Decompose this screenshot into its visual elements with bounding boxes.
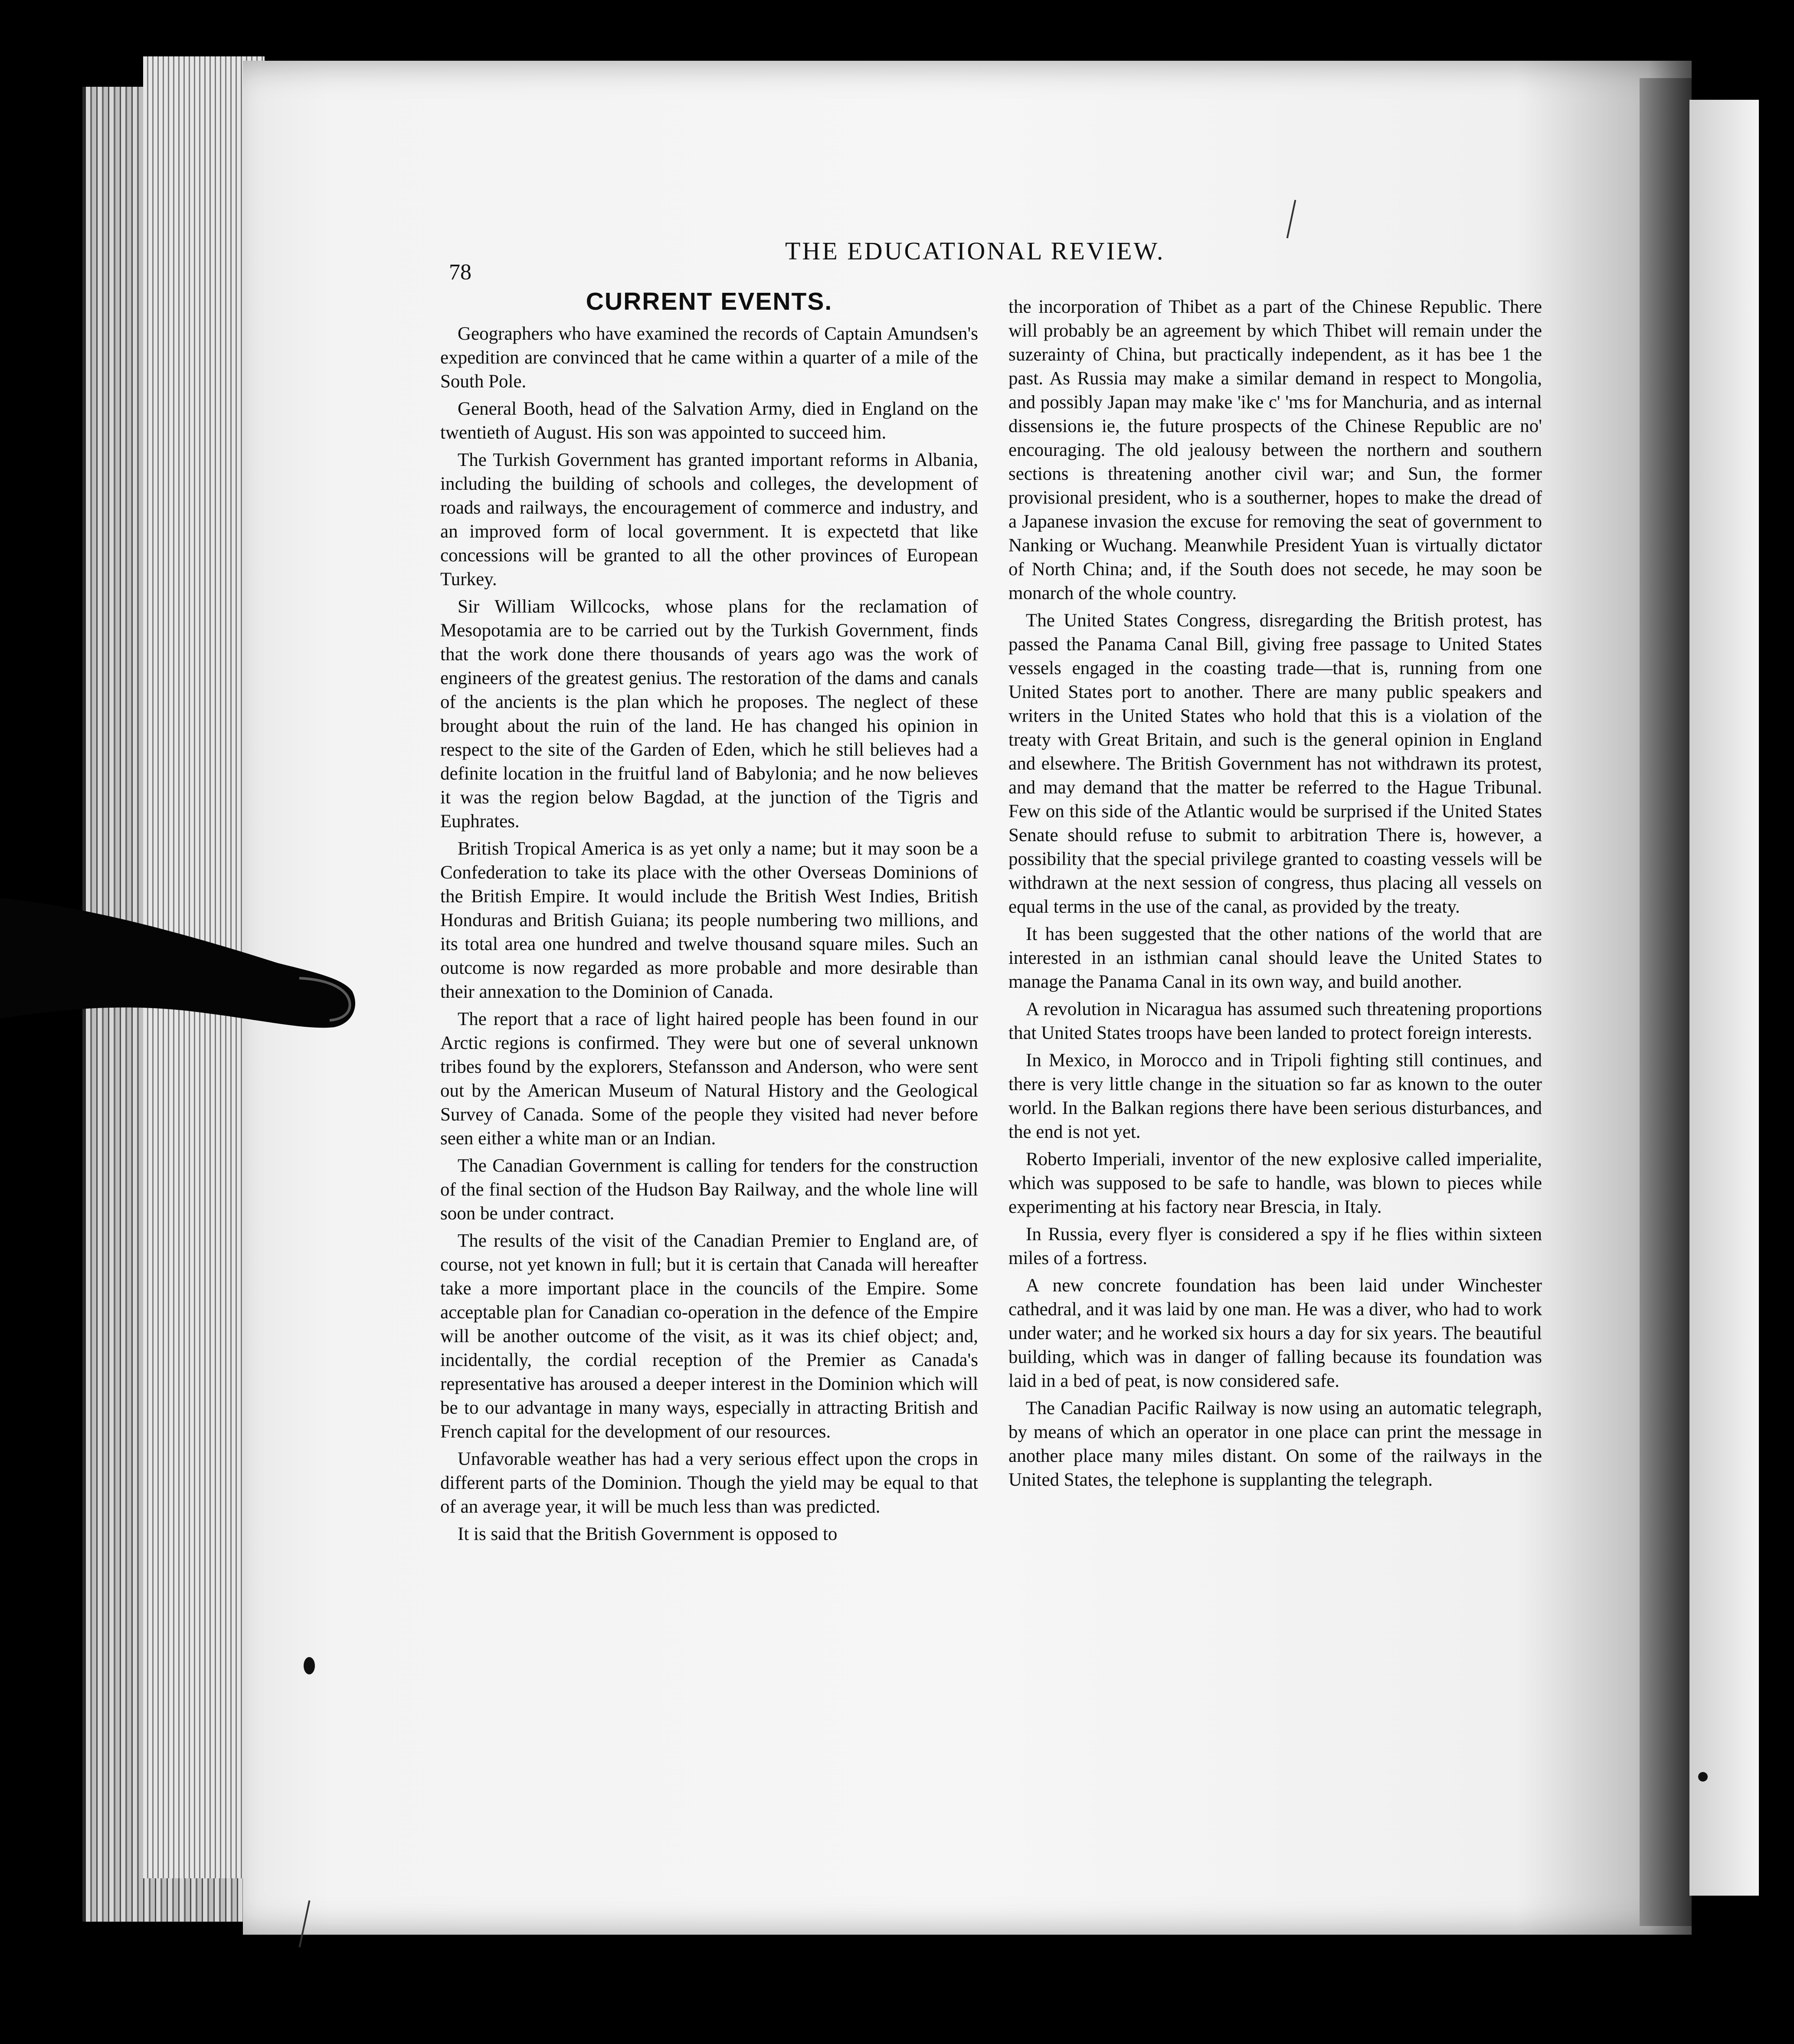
paragraph: In Russia, every flyer is considered a spy if he flies within sixteen miles of a fortress.	[1008, 1224, 1542, 1268]
left-column	[440, 286, 978, 1546]
paragraph-continuation: the incorporation of Thibet as a part of the Chinese Republic. There will probably be an agreement by which Thibet will remain under the suzerainty of China, but practically independent, as it has bee 1 the past. As Russia may make a similar demand in respect to Mongolia, and possibly Japan may make 'ike c' 'ms for Manchuria, and as internal dissensions ie, the future prospects of the Chinese Republic are no' encouraging. The old jealousy between the northern and southern sections is threatening another civil war; and Sun, the former provisional president, who is a southerner, hopes to make the dread of a Japanese invasion the excuse for removing the seat of government to Nanking or Wuchang. Meanwhile President Yuan is virtually dictator of North China; and, if the South does not secede, he may soon be monarch of the whole country.	[1008, 297, 1542, 603]
paragraph: The results of the visit of the Canadian Premier to England are, of course, not yet known in full; but it is certain that Canada will hereafter take a more important place in the councils of the Empire. Some acceptable plan for Canadian co-operation in the defence of the Empire will be another outcome of the visit, as it was its chief object; and, incidentally, the cordial reception of the Premier as Canada's representative has aroused a deeper interest in the Dominion which will be to our advantage in many ways, especially in attracting British and French capital for the development of our resources.	[440, 1231, 978, 1442]
paragraph: Roberto Imperiali, inventor of the new explosive called imperialite, which was supposed to be safe to handle, was blown to pieces while experimenting at his factory near Brescia, in Italy.	[1008, 1149, 1542, 1217]
paragraph: The report that a race of light haired people has been found in our Arctic regions is confirmed. They were but one of several unknown tribes found by the explorers, Stefansson and Anderson, who were sent out by the American Museum of Natural History and the Geological Survey of Canada. Some of the people they visited had never before seen either a white man or an Indian.	[440, 1009, 978, 1149]
scan-blemish	[1698, 1772, 1708, 1782]
facing-page-edge	[1689, 100, 1759, 1896]
paragraph: A revolution in Nicaragua has assumed such threatening proportions that United States troops have been landed to protect foreign interests.	[1008, 999, 1542, 1043]
paragraph: The Canadian Government is calling for tenders for the construction of the final section of the Hudson Bay Railway, and the whole line will soon be under contract.	[440, 1156, 978, 1224]
paragraph: British Tropical America is as yet only a name; but it may soon be a Confederation to take its place with the other Overseas Dominions of the British Empire. It would include the British West Indies, British Honduras and British Guiana; its people numbering two millions, and its total area one hundred and twelve thousand square miles. Such an outcome is now regarded as more probable and more desirable than their annexation to the Dominion of Canada.	[440, 839, 978, 1002]
paragraph: The Canadian Pacific Railway is now using an automatic telegraph, by means of which an operator in one place can print the message in another place many miles distant. On some of the railways in the United States, the telephone is supplanting the telegraph.	[1008, 1398, 1542, 1490]
paragraph: In Mexico, in Morocco and in Tripoli fighting still continues, and there is very little change in the situation so far as known to the outer world. In the Balkan regions there have been serious disturbances, and the end is not yet.	[1008, 1050, 1542, 1142]
right-column	[1008, 295, 1542, 1492]
paragraph: Unfavorable weather has had a very serious effect upon the crops in different parts of the Dominion. Though the yield may be equal to that of an average year, it will be much less than was predicted.	[440, 1449, 978, 1517]
paragraph: It has been suggested that the other nations of the world that are interested in an isthmian canal should leave the United States to manage the Panama Canal in its own way, and build another.	[1008, 924, 1542, 992]
paragraph: General Booth, head of the Salvation Army, died in England on the twentieth of August. His son was appointed to succeed him.	[440, 399, 978, 443]
page-number: 78	[449, 260, 471, 285]
paragraph: Sir William Willcocks, whose plans for the reclamation of Mesopotamia are to be carried out by the Turkish Government, finds that the work done there thousands of years ago was the work of engineers of the greatest genius. The restoration of the dams and canals of the ancients is the plan which he proposes. The neglect of these brought about the ruin of the land. He has changed his opinion in respect to the site of the Garden of Eden, which he still believes had a definite location in the fruitful land of Babylonia; and he now believes it was the region below Bagdad, at the junction of the Tigris and Euphrates.	[440, 596, 978, 832]
paragraph: The United States Congress, disregarding the British protest, has passed the Panama Canal Bill, giving free passage to United States vessels engaged in the coasting trade—that is, running from one United States port to another. There are many public speakers and writers in the United States who hold that this is a violation of the treaty with Great Britain, and such is the general opinion in England and elsewhere. The British Government has not withdrawn its protest, and may demand that the matter be referred to the Hague Tribunal. Few on this side of the Atlantic would be surprised if the United States Senate should refuse to submit to arbitration There is, however, a possibility that the special privilege granted to coasting vessels will be withdrawn at the next session of congress, thus placing all vessels on equal terms in the use of the canal, as provided by the treaty.	[1008, 610, 1542, 917]
paragraph: A new concrete foundation has been laid under Winchester cathedral, and it was laid by one man. He was a diver, who had to work under water; and he worked six hours a day for six years. The beautiful building, which was in danger of falling because its foundation was laid in a bed of peat, is now considered safe.	[1008, 1275, 1542, 1391]
clip-holding-page	[0, 881, 360, 1037]
paragraph: It is said that the British Government is opposed to	[458, 1524, 838, 1544]
paragraph: Geographers who have examined the records of Captain Amundsen's expedition are convinced that he came within a quarter of a mile of the South Pole.	[440, 324, 978, 392]
paragraph: The Turkish Government has granted important reforms in Albania, including the building of schools and colleges, the development of roads and railways, the encouragement of commerce and industry, and an improved form of local government. It is expectetd that like concessions will be granted to all the other provinces of European Turkey.	[440, 450, 978, 590]
book-gutter-shadow	[1640, 78, 1692, 1926]
running-header: THE EDUCATIONAL REVIEW.	[785, 237, 1165, 265]
article-title: CURRENT EVENTS.	[586, 288, 833, 315]
scan-blemish	[304, 1657, 315, 1674]
